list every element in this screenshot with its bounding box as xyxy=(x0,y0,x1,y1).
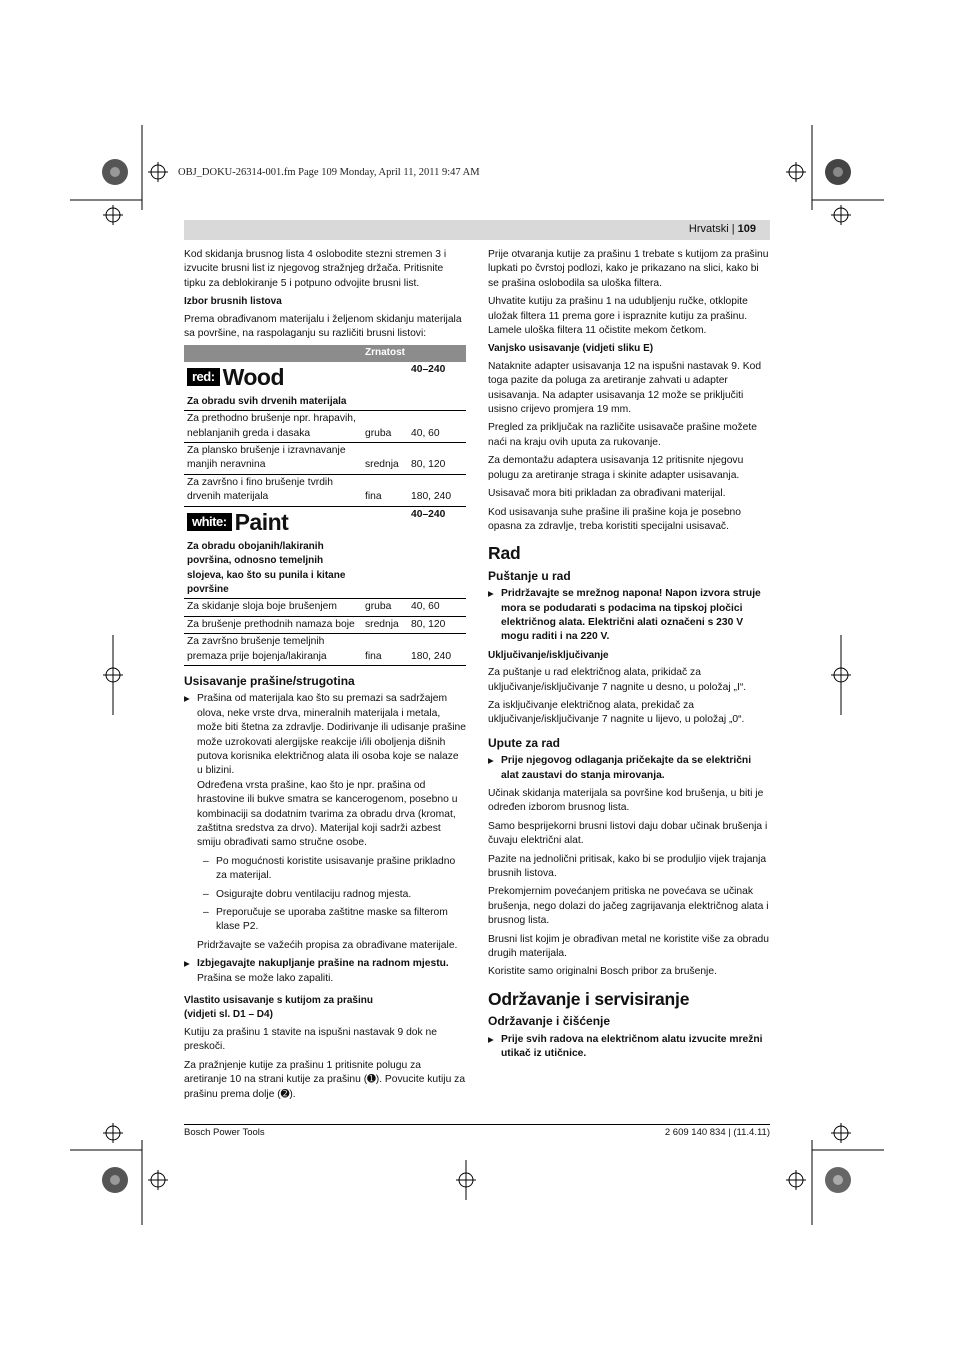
working-advice-heading: Upute za rad xyxy=(488,735,561,750)
external-extraction-p5: Kod usisavanja suhe prašine ili prašine koja je posebno opasna za zdravlje, treba koristiti specijalni usisavač. xyxy=(488,506,742,532)
table-row-grit: 80, 120 xyxy=(408,443,466,475)
dust-dash-item: – Preporučuje se uporaba zaštitne maske sa filterom klase P2. xyxy=(184,906,466,935)
table-row-desc: Za brušenje prethodnih namaza boje xyxy=(184,616,362,633)
own-extraction-heading xyxy=(184,994,466,1023)
table-row-grit: 80, 120 xyxy=(408,616,466,633)
working-advice-p1: Učinak skidanja materijala sa površine kod brušenja, u biti je određen izborom brusnog lista. xyxy=(488,788,764,814)
switch-off-paragraph: Za isključivanje električnog alata, prekidač za uključivanje/isključivanje 7 nagnite u lijevo, u položaj „0“. xyxy=(488,699,745,726)
table-row-grit: 180, 240 xyxy=(408,634,466,666)
table-row-grit: 40, 60 xyxy=(408,599,466,616)
footer-divider xyxy=(184,1124,770,1125)
table-row-grade: gruba xyxy=(362,599,408,616)
dust-dash-item: – Osigurajte dobru ventilaciju radnog mjesta. xyxy=(184,888,466,902)
working-advice-p5: Brusni list kojim je obrađivan metal ne koristite više za obradu drugih materijala. xyxy=(488,933,770,960)
starting-operation-heading: Puštanje u rad xyxy=(488,568,571,583)
red-wood-logo-word: Wood xyxy=(222,363,285,390)
dustbox-empty-paragraph: Uhvatite kutiju za prašinu 1 na udubljenju ručke, otklopite uložak filtera 11 prema gore i ispraznite kutiju za prašinu. Lamele uloška filtera 11 očistite mekom četkom. xyxy=(488,296,748,337)
own-extraction-p1: Kutiju za prašinu 1 stavite na ispušni nastavak 9 dok ne preskoči. xyxy=(184,1026,437,1053)
footer-brand: Bosch Power Tools xyxy=(184,1127,265,1138)
switch-onoff-heading: Uključivanje/isključivanje xyxy=(488,649,609,661)
table-row-grade: gruba xyxy=(362,411,408,443)
dust-regulations: Pridržavajte se važećih propisa za obrađivane materijale. xyxy=(197,939,458,951)
dust-heading: Usisavanje prašine/strugotina xyxy=(184,673,355,688)
table-row-grade: fina xyxy=(362,474,408,506)
sanding-sheet-table xyxy=(184,345,466,666)
table-row-desc: Za završno brušenje temeljnih premaza prije bojenja/lakiranja xyxy=(184,634,362,666)
cleaning-heading: Održavanje i čišćenje xyxy=(488,1014,611,1029)
working-advice-p3: Pazite na jednolični pritisak, kako bi se produljio vijek trajanja brusnih listova. xyxy=(488,853,767,880)
working-advice-p4: Prekomjernim povećanjem pritiska ne povećava se učinak brušenja, nego dolazi do jačeg zagrijavanja električnog alata i brusnog lista. xyxy=(488,886,769,927)
grit-column-header: Zrnatost xyxy=(362,345,466,361)
table-row-grade: srednja xyxy=(362,443,408,475)
footer-doc-number: 2 609 140 834 | (11.4.11) xyxy=(664,1127,770,1138)
page-header-bar xyxy=(184,220,770,240)
table-row-desc: Za plansko brušenje i izravnavanje manjih neravnina xyxy=(184,443,362,475)
paint-grit-range: 40–240 xyxy=(408,506,466,534)
dustbox-tap-paragraph: Prije otvaranja kutije za prašinu 1 trebate s kutijom za prašinu lupkati po čvrstoj podlozi, kako je prikazano na slici, kako bi se prašina oslobodila sa uloška filtera. xyxy=(488,249,769,289)
own-extraction-heading-line1: Vlastito usisavanje s kutijom za prašinu xyxy=(184,995,373,1007)
left-column xyxy=(184,248,466,1106)
file-info-line: OBJ_DOKU-26314-001.fm Page 109 Monday, April 11, 2011 9:47 AM xyxy=(178,167,480,178)
wood-category-title: Za obradu svih drvenih materijala xyxy=(187,395,347,407)
selection-text: Prema obrađivanom materijalu i željenom skidanju materijala sa površine, na raspolaganju su različiti brusni listovi: xyxy=(184,313,462,340)
white-paint-logo-word: Paint xyxy=(234,508,289,535)
table-row-grit: 40, 60 xyxy=(408,411,466,443)
dust-accumulation-bullet xyxy=(184,957,466,986)
own-extraction-p2: Za pražnjenje kutije za prašinu 1 pritisnite polugu za aretiranje 10 na strani kutije za prašinu (➊). Povucite kutiju za prašinu prema dolje (➋). xyxy=(184,1059,466,1100)
intro-paragraph: Kod skidanja brusnog lista 4 oslobodite stezni stremen 3 i izvucite brusni list iz njegovog stražnjeg držača. Pritisnite tipku za deblokiranje 5 i potpuno odvojite brusni list. xyxy=(184,249,447,289)
table-row-grade: fina xyxy=(362,634,408,666)
switch-on-paragraph: Za puštanje u rad električnog alata, prikidač za uključivanje/isključivanje 7 nagnite u desno, u položaj „I“. xyxy=(488,667,747,693)
dust-accumulation-bold: Izbjegavajte nakupljanje prašine na radnom mjestu. xyxy=(197,958,449,970)
external-extraction-p3: Za demontažu adaptera usisavanja 12 pritisnite njegovu polugu za aretiranje straga i skinite adapter usisavanja. xyxy=(488,455,744,481)
external-extraction-p4: Usisavač mora biti prikladan za obrađivani materijal. xyxy=(488,488,726,500)
external-extraction-heading: Vanjsko usisavanje (vidjeti sliku E) xyxy=(488,343,654,355)
dust-warning-continuation: Određena vrsta prašine, kao što je npr. prašina od hrastovine ili bukve smatra se kancerogenom, posebno u kombinaciji sa dodatnim tvarima za obradu drva (kromat, zaštitna sredstva za drvo). Materijal koji sadrži azbest smiju obrađivati samo stručne osobe. xyxy=(197,779,458,849)
dust-accumulation-rest: Prašina se može lako zapaliti. xyxy=(197,972,334,984)
white-paint-logo xyxy=(187,508,289,535)
header-language: Hrvatski xyxy=(688,223,729,235)
white-paint-logo-tag: white: xyxy=(187,513,232,531)
own-extraction-heading-line2: (vidjeti sl. D1 – D4) xyxy=(184,1009,273,1021)
working-advice-p2: Samo besprijekorni brusni listovi daju dobar učinak brušenja i čuvaju električni alat. xyxy=(488,820,768,847)
right-column xyxy=(488,248,770,1066)
dust-warning-bullet: ▶ Prašina od materijala kao što su premazi sa sadržajem olova, neke vrste drva, mineralnih materijala i metala, može biti štetna za zdravlje. Dodirivanje ili udisanje prašine može uzrokovati alergijske reakcije i/ili oboljenja dišnih putova korisnika električnog alata ili osoba koje se nalaze u blizini. xyxy=(184,692,466,778)
external-extraction-p1: Nataknite adapter usisavanja 12 na ispušni nastavak 9. Kod toga pazite da poluga za aretiranje zahvati u adapter usisavanja. Na adapter usisavanja 12 može se priključiti usisno crijevo promjera 19 mm. xyxy=(488,360,762,416)
operation-heading: Rad xyxy=(488,543,521,564)
selection-heading: Izbor brusnih listova xyxy=(184,296,282,308)
standstill-bullet: ▶ Prije njegovog odlaganja pričekajte da se električni alat zaustavi do stanja mirovanja. xyxy=(488,754,770,783)
page-header: Hrvatski | 109 xyxy=(688,223,756,235)
table-row-grade: srednja xyxy=(362,616,408,633)
table-row-desc: Za završno i fino brušenje tvrdih drvenih materijala xyxy=(184,474,362,506)
paint-category-title: Za obradu obojanih/lakiranih površina, odnosno temeljnih slojeva, kao što su punila i kitane površine xyxy=(187,540,346,595)
dust-dash-item: – Po mogućnosti koristite usisavanje prašine prikladno za materijal. xyxy=(184,855,466,884)
table-row-grit: 180, 240 xyxy=(408,474,466,506)
table-row-desc: Za skidanje sloja boje brušenjem xyxy=(184,599,362,616)
voltage-bullet: ▶ Pridržavajte se mrežnog napona! Napon izvora struje mora se podudarati s podacima na tipskoj pločici električnog alata. Električni alati označeni s 230 V mogu raditi i na 220 V. xyxy=(488,587,770,645)
maintenance-heading: Održavanje i servisiranje xyxy=(488,988,690,1009)
page-number: 109 xyxy=(737,223,756,235)
table-row-desc: Za prethodno brušenje npr. hrapavih, neblanjanih greda i dasaka xyxy=(184,411,362,443)
red-wood-logo xyxy=(187,363,285,390)
working-advice-p6: Koristite samo originalni Bosch pribor za brušenje. xyxy=(488,966,717,978)
red-wood-logo-tag: red: xyxy=(187,368,220,386)
unplug-bullet: ▶ Prije svih radova na električnom alatu izvucite mrežni utikač iz utičnice. xyxy=(488,1033,770,1062)
external-extraction-p2: Pregled za priključak na različite usisavače prašine možete naći na kraju ovih uputa za rukovanje. xyxy=(488,422,757,448)
wood-grit-range: 40–240 xyxy=(411,363,446,375)
